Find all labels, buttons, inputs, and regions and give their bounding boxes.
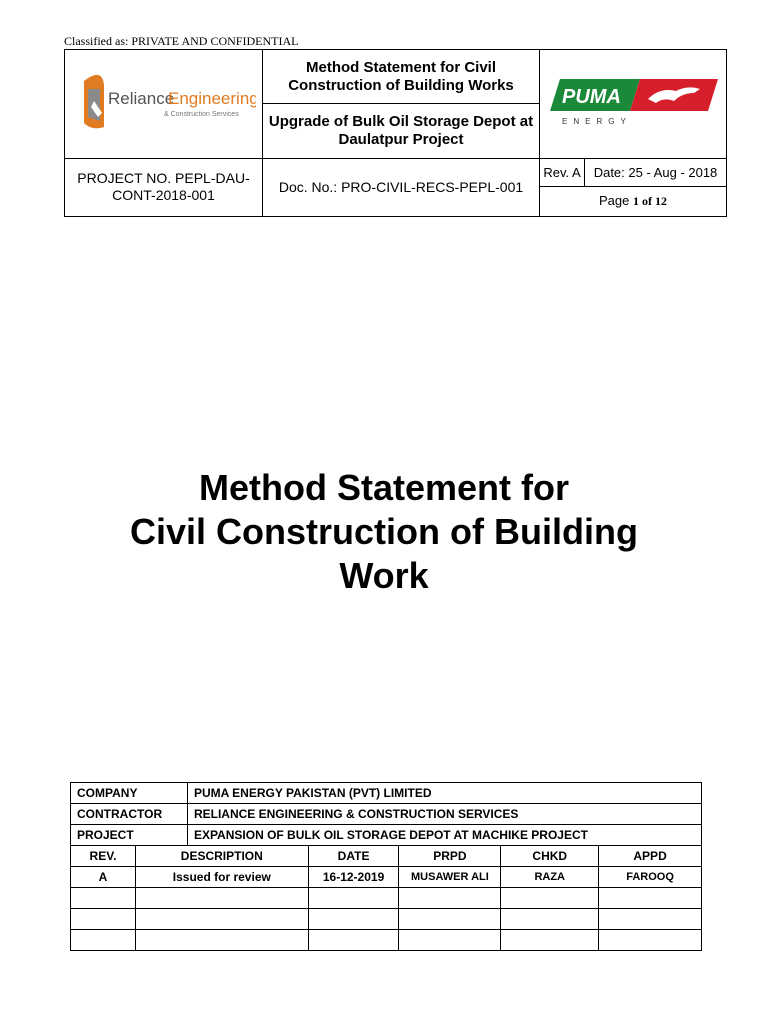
main-title-line: Work [339,555,429,596]
table-cell [501,930,599,951]
document-number: Doc. No.: PRO-CIVIL-RECS-PEPL-001 [263,158,540,216]
puma-energy-text: ENERGY [562,117,632,127]
document-date: Date: 25 - Aug - 2018 [585,158,727,186]
info-label: PROJECT [71,825,188,846]
page-indicator [540,186,727,216]
table-cell [71,930,136,951]
info-label: CONTRACTOR [71,804,188,825]
table-cell [71,888,136,909]
puma-wordmark: PUMA [562,86,621,109]
table-cell: MUSAWER ALI [399,867,501,888]
table-cell [308,909,399,930]
column-header: REV. [71,846,136,867]
main-title-line: Method Statement for [198,467,569,508]
table-cell: Issued for review [135,867,308,888]
table-cell [71,909,136,930]
reliance-logo-cell [65,50,263,159]
table-cell [501,909,599,930]
table-cell: 16-12-2019 [308,867,399,888]
column-header: PRPD [399,846,501,867]
table-cell: FAROOQ [599,867,702,888]
info-value: PUMA ENERGY PAKISTAN (PVT) LIMITED [187,783,701,804]
table-cell [135,888,308,909]
table-row [71,930,702,951]
table-row [71,867,702,888]
table-cell [135,909,308,930]
table-cell [399,930,501,951]
main-title [0,466,768,598]
table-cell [135,930,308,951]
logo-subtitle: & Construction Services [163,111,239,119]
table-cell: RAZA [501,867,599,888]
column-header: APPD [599,846,702,867]
logo-name-reliance: Reliance [107,89,174,109]
column-header: DATE [308,846,399,867]
info-label: COMPANY [71,783,188,804]
logo-name-engineering: Engineering [167,89,256,109]
revision: Rev. A [540,158,585,186]
document-title: Method Statement for Civil Construction of Building Works [263,50,540,104]
table-cell [399,909,501,930]
table-row [71,888,702,909]
table-cell [599,930,702,951]
page-number: 1 of 12 [633,194,667,209]
table-cell [599,909,702,930]
project-title: Upgrade of Bulk Oil Storage Depot at Daulatpur Project [263,104,540,158]
puma-logo-cell [540,50,727,159]
table-cell [399,888,501,909]
document-header [64,49,727,217]
table-row [71,909,702,930]
main-title-line: Civil Construction of Building [130,511,638,552]
info-value: RELIANCE ENGINEERING & CONSTRUCTION SERVICES [187,804,701,825]
table-cell [308,930,399,951]
project-number: PROJECT NO. PEPL-DAU-CONT-2018-001 [65,158,263,216]
table-cell [501,888,599,909]
page-prefix: Page [599,193,630,209]
table-cell [308,888,399,909]
info-value: EXPANSION OF BULK OIL STORAGE DEPOT AT MACHIKE PROJECT [187,825,701,846]
reliance-engineering-logo [72,61,256,141]
table-cell [599,888,702,909]
puma-energy-logo [548,71,718,131]
classification-label: Classified as: PRIVATE AND CONFIDENTIAL [64,34,299,48]
column-header: DESCRIPTION [135,846,308,867]
table-cell: A [71,867,136,888]
revision-table [70,782,702,951]
column-header: CHKD [501,846,599,867]
